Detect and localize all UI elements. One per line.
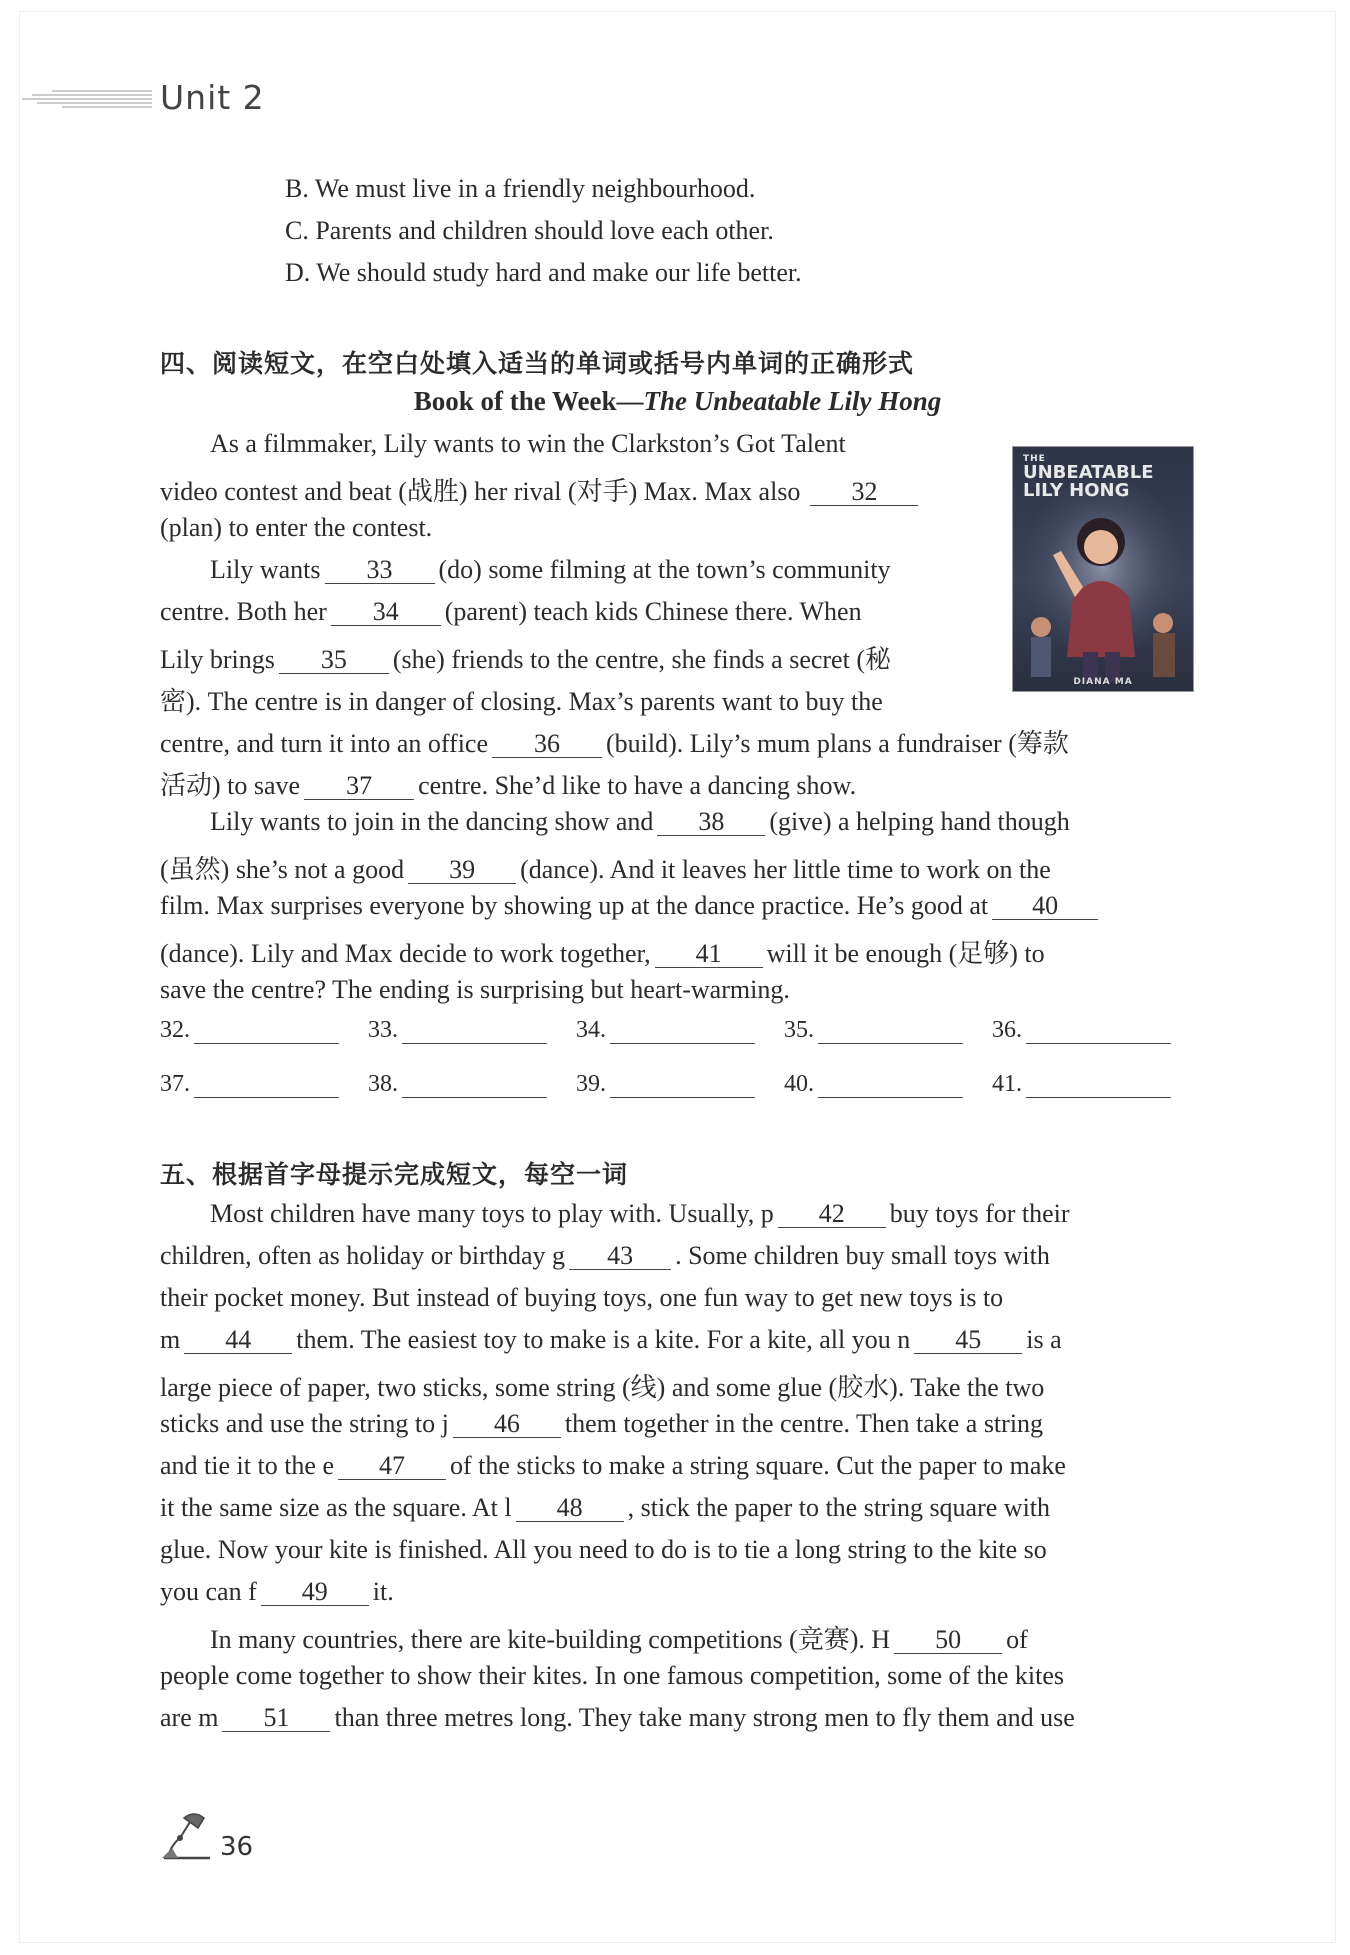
cover-title-line1: UNBEATABLE: [1023, 462, 1154, 483]
answer-line[interactable]: [818, 1075, 963, 1098]
passage-text: As a filmmaker, Lily wants to win the Clarkston’s Got Talent: [210, 429, 846, 458]
passage-line: [210, 429, 846, 459]
option-b: B. We must live in a friendly neighbourhood.: [285, 174, 756, 203]
answer-blank[interactable]: [992, 1071, 1171, 1098]
answer-number: 41.: [992, 1071, 1022, 1097]
answer-blank[interactable]: [368, 1017, 547, 1044]
passage-line: [160, 933, 1045, 970]
answer-number: 39.: [576, 1071, 606, 1097]
answer-blank[interactable]: [160, 1017, 339, 1044]
blank-43[interactable]: 43: [569, 1242, 671, 1270]
passage-line: [160, 597, 862, 627]
passage-text: 密). The centre is in danger of closing. Max’s parents want to buy the: [160, 687, 883, 716]
passage-line: [160, 891, 1102, 921]
answer-blank[interactable]: [576, 1017, 755, 1044]
answer-line[interactable]: [194, 1021, 339, 1044]
passage-text: it.: [372, 1577, 394, 1606]
blank-33[interactable]: 33: [325, 556, 435, 584]
header-decoration-lines: [22, 89, 152, 115]
passage-text: buy toys for their: [889, 1199, 1070, 1228]
passage-line: [160, 639, 891, 676]
passage-line: [160, 1577, 394, 1607]
blank-47[interactable]: 47: [338, 1452, 446, 1480]
desk-lamp-icon: [158, 1808, 216, 1864]
answer-line[interactable]: [1026, 1021, 1171, 1044]
passage-line: [210, 807, 1070, 837]
passage-text: sticks and use the string to j: [160, 1409, 449, 1438]
passage-text: Lily wants to join in the dancing show and: [210, 807, 654, 836]
cover-author: DIANA MA: [1073, 677, 1133, 687]
passage-text: (plan) to enter the contest.: [160, 513, 433, 542]
blank-37[interactable]: 37: [304, 772, 414, 800]
passage-text: of the sticks to make a string square. Cut the paper to make: [450, 1451, 1066, 1480]
answer-blank[interactable]: [784, 1017, 963, 1044]
blank-51[interactable]: 51: [222, 1704, 330, 1732]
section-4-heading: 四、阅读短文，在空白处填入适当的单词或括号内单词的正确形式: [160, 349, 915, 378]
blank-44[interactable]: 44: [184, 1326, 292, 1354]
answer-blank[interactable]: [784, 1071, 963, 1098]
passage-text: . Some children buy small toys with: [675, 1241, 1050, 1270]
answer-line[interactable]: [1026, 1075, 1171, 1098]
passage-line: [160, 471, 922, 508]
passage-text: children, often as holiday or birthday g: [160, 1241, 566, 1270]
passage-line: [160, 1325, 1062, 1355]
book-title-prefix: Book of the Week—: [413, 386, 644, 416]
blank-49[interactable]: 49: [261, 1578, 369, 1606]
passage-line: [160, 1283, 1003, 1313]
passage-line: [160, 765, 856, 802]
answer-number: 34.: [576, 1017, 606, 1043]
answer-blank[interactable]: [368, 1071, 547, 1098]
passage-text: centre. Both her: [160, 597, 327, 626]
book-cover-image: [1012, 446, 1194, 692]
blank-50[interactable]: 50: [894, 1626, 1002, 1654]
passage-line: [160, 975, 790, 1005]
answer-blank[interactable]: [992, 1017, 1171, 1044]
answer-number: 32.: [160, 1017, 190, 1043]
page-number: 36: [220, 1832, 254, 1862]
passage-text: centre, and turn it into an office: [160, 729, 489, 758]
passage-text: video contest and beat (战胜) her rival (对手) Max. Max also: [160, 477, 801, 506]
cover-title-small: THE: [1023, 454, 1046, 464]
passage-line: [210, 555, 891, 585]
passage-text: glue. Now your kite is finished. All you need to do is to tie a long string to the kite so: [160, 1535, 1047, 1564]
passage-line: [160, 681, 883, 718]
passage-text: (dance). And it leaves her little time to work on the: [520, 855, 1051, 884]
passage-text: and tie it to the e: [160, 1451, 335, 1480]
answer-number: 37.: [160, 1071, 190, 1097]
answer-line[interactable]: [610, 1075, 755, 1098]
answer-line[interactable]: [610, 1021, 755, 1044]
blank-42[interactable]: 42: [778, 1200, 886, 1228]
passage-line: [160, 1535, 1047, 1565]
passage-line: [160, 1409, 1043, 1439]
passage-text: it the same size as the square. At l: [160, 1493, 512, 1522]
passage-text: In many countries, there are kite-building competitions (竞赛). H: [210, 1625, 891, 1654]
answer-number: 40.: [784, 1071, 814, 1097]
book-title-italic: The Unbeatable Lily Hong: [643, 386, 942, 416]
answer-line[interactable]: [194, 1075, 339, 1098]
blank-35[interactable]: 35: [279, 646, 389, 674]
answer-blank[interactable]: [160, 1071, 339, 1098]
passage-text: (build). Lily’s mum plans a fundraiser (筹款: [606, 729, 1069, 758]
answer-number: 36.: [992, 1017, 1022, 1043]
answer-number: 33.: [368, 1017, 398, 1043]
passage-text: large piece of paper, two sticks, some string (线) and some glue (胶水). Take the two: [160, 1373, 1045, 1402]
book-title: [0, 386, 1200, 417]
passage-text: m: [160, 1325, 181, 1354]
passage-text: (give) a helping hand though: [769, 807, 1070, 836]
blank-46[interactable]: 46: [453, 1410, 561, 1438]
answer-line[interactable]: [402, 1021, 547, 1044]
blank-48[interactable]: 48: [516, 1494, 624, 1522]
passage-text: 活动) to save: [160, 771, 301, 800]
passage-text: film. Max surprises everyone by showing up at the dance practice. He’s good at: [160, 891, 989, 920]
passage-line: [160, 1241, 1050, 1271]
passage-text: (dance). Lily and Max decide to work together,: [160, 939, 651, 968]
passage-text: (parent) teach kids Chinese there. When: [444, 597, 862, 626]
passage-text: will it be enough (足够) to: [766, 939, 1045, 968]
blank-38[interactable]: 38: [657, 808, 765, 836]
passage-text: , stick the paper to the string square with: [627, 1493, 1051, 1522]
cover-title-line2: LILY HONG: [1023, 480, 1130, 501]
section-5-heading: 五、根据首字母提示完成短文，每空一词: [160, 1160, 629, 1189]
cover-title: [1023, 455, 1183, 500]
answer-blank[interactable]: [576, 1071, 755, 1098]
passage-line: [160, 1703, 1075, 1733]
passage-text: centre. She’d like to have a dancing show.: [418, 771, 857, 800]
passage-line: [160, 1493, 1050, 1523]
passage-line: [160, 1367, 1044, 1404]
answer-number: 38.: [368, 1071, 398, 1097]
passage-text: (do) some filming at the town’s community: [438, 555, 891, 584]
passage-line: [210, 1199, 1070, 1229]
blank-39[interactable]: 39: [408, 856, 516, 884]
passage-line: [160, 1451, 1066, 1481]
blank-45[interactable]: 45: [914, 1326, 1022, 1354]
passage-line: [160, 1661, 1064, 1691]
passage-line: [160, 849, 1051, 886]
blank-40[interactable]: 40: [992, 892, 1098, 920]
passage-text: are m: [160, 1703, 219, 1732]
option-d: D. We should study hard and make our life better.: [285, 258, 802, 287]
passage-text: save the centre? The ending is surprising but heart-warming.: [160, 975, 790, 1004]
passage-text: is a: [1026, 1325, 1062, 1354]
passage-text: Lily wants: [210, 555, 321, 584]
blank-41[interactable]: 41: [655, 940, 763, 968]
answer-line[interactable]: [818, 1021, 963, 1044]
passage-text: their pocket money. But instead of buying toys, one fun way to get new toys is to: [160, 1283, 1004, 1312]
passage-text: them together in the centre. Then take a string: [564, 1409, 1044, 1438]
unit-title: Unit 2: [160, 78, 265, 117]
passage-text: Most children have many toys to play with. Usually, p: [210, 1199, 774, 1228]
option-c: C. Parents and children should love each other.: [285, 216, 774, 245]
passage-text: than three metres long. They take many strong men to fly them and use: [334, 1703, 1075, 1732]
passage-text: Lily brings: [160, 645, 275, 674]
blank-36[interactable]: 36: [492, 730, 602, 758]
answer-line[interactable]: [402, 1075, 547, 1098]
blank-34[interactable]: 34: [331, 598, 441, 626]
passage-line: [160, 723, 1069, 760]
passage-text: people come together to show their kites. In one famous competition, some of the kites: [160, 1661, 1065, 1690]
passage-text: of: [1006, 1625, 1028, 1654]
passage-line: [210, 1619, 1028, 1656]
passage-text: you can f: [160, 1577, 257, 1606]
passage-text: them. The easiest toy to make is a kite. For a kite, all you n: [296, 1325, 911, 1354]
passage-text: (虽然) she’s not a good: [160, 855, 405, 884]
blank-32[interactable]: 32: [810, 478, 918, 506]
passage-line: [160, 513, 432, 543]
passage-text: (she) friends to the centre, she finds a secret (秘: [392, 645, 891, 674]
answer-number: 35.: [784, 1017, 814, 1043]
